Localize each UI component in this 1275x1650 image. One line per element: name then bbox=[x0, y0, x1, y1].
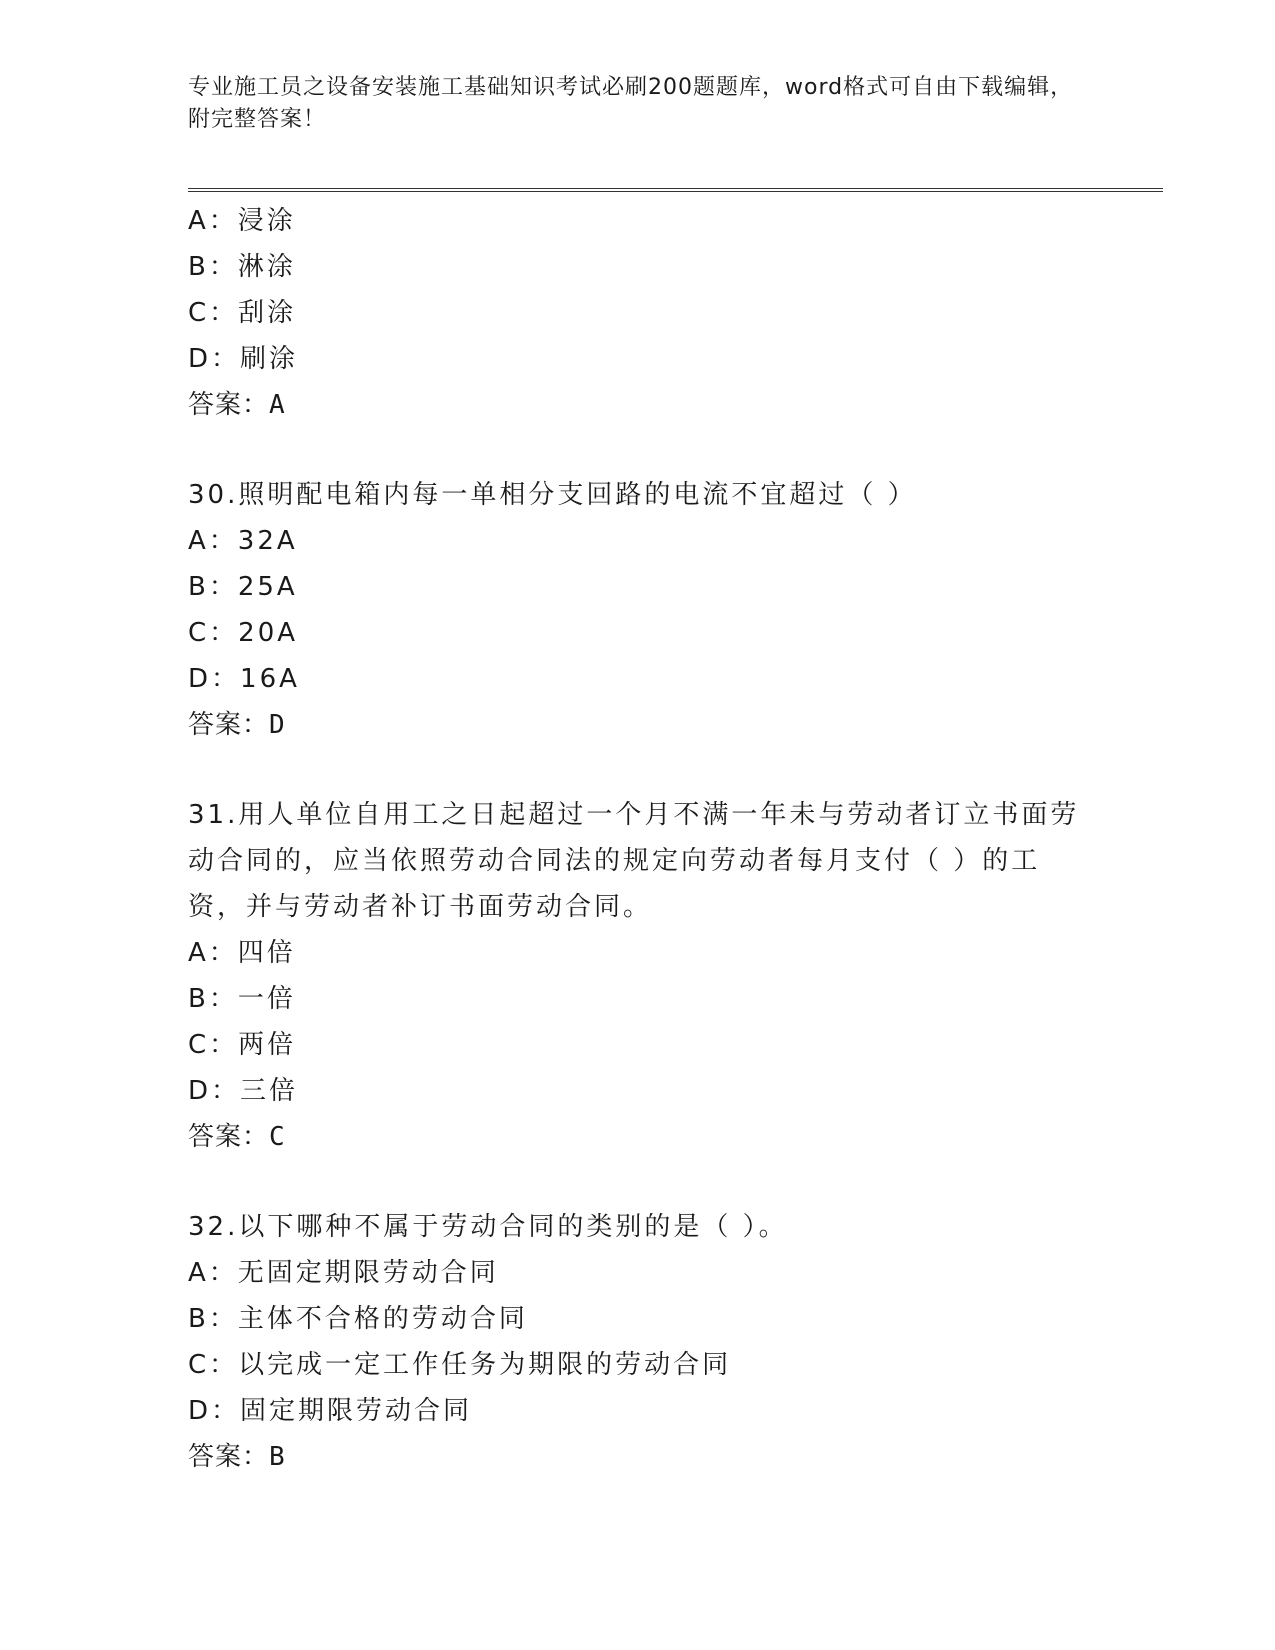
option-b: B：一倍 bbox=[188, 984, 296, 1014]
question-block-partial bbox=[188, 198, 1163, 428]
option-c: C：20A bbox=[188, 618, 299, 648]
option-c: C：刮涂 bbox=[188, 298, 297, 328]
option-b: B：主体不合格的劳动合同 bbox=[188, 1304, 528, 1334]
option-a: A：32A bbox=[188, 526, 298, 556]
question-stem: 31.用人单位自用工之日起超过一个月不满一年未与劳动者订立书面劳动合同的，应当依照劳动合同法的规定向劳动者每月支付（ ）的工资，并与劳动者补订书面劳动合同。 bbox=[188, 800, 1080, 922]
option-a: A：四倍 bbox=[188, 938, 296, 968]
option-a: A：无固定期限劳动合同 bbox=[188, 1258, 499, 1288]
answer-line: 答案：C bbox=[188, 1122, 286, 1152]
question-stem: 32.以下哪种不属于劳动合同的类别的是（ ）。 bbox=[188, 1212, 788, 1242]
question-stem: 30.照明配电箱内每一单相分支回路的电流不宜超过（ ） bbox=[188, 480, 917, 510]
option-d: D：固定期限劳动合同 bbox=[188, 1396, 473, 1426]
answer-line: 答案：D bbox=[188, 710, 286, 740]
option-b: B：25A bbox=[188, 572, 298, 602]
option-c: C：两倍 bbox=[188, 1030, 297, 1060]
document-header-title: 专业施工员之设备安装施工基础知识考试必刷200题题库，word格式可自由下载编辑，附完整答案！ bbox=[188, 75, 1074, 132]
option-d: D：16A bbox=[188, 664, 300, 694]
document-page bbox=[188, 72, 1163, 1480]
document-body bbox=[188, 198, 1163, 1480]
option-d: D：三倍 bbox=[188, 1076, 299, 1106]
option-d: D：刷涂 bbox=[188, 344, 299, 374]
question-block-30 bbox=[188, 472, 1163, 748]
header-divider bbox=[188, 188, 1163, 192]
question-block-31 bbox=[188, 792, 1163, 1160]
option-a: A：浸涂 bbox=[188, 206, 296, 236]
option-b: B：淋涂 bbox=[188, 252, 296, 282]
option-c: C：以完成一定工作任务为期限的劳动合同 bbox=[188, 1350, 732, 1380]
answer-line: 答案：A bbox=[188, 390, 286, 420]
answer-line: 答案：B bbox=[188, 1442, 286, 1472]
question-block-32 bbox=[188, 1204, 1163, 1480]
